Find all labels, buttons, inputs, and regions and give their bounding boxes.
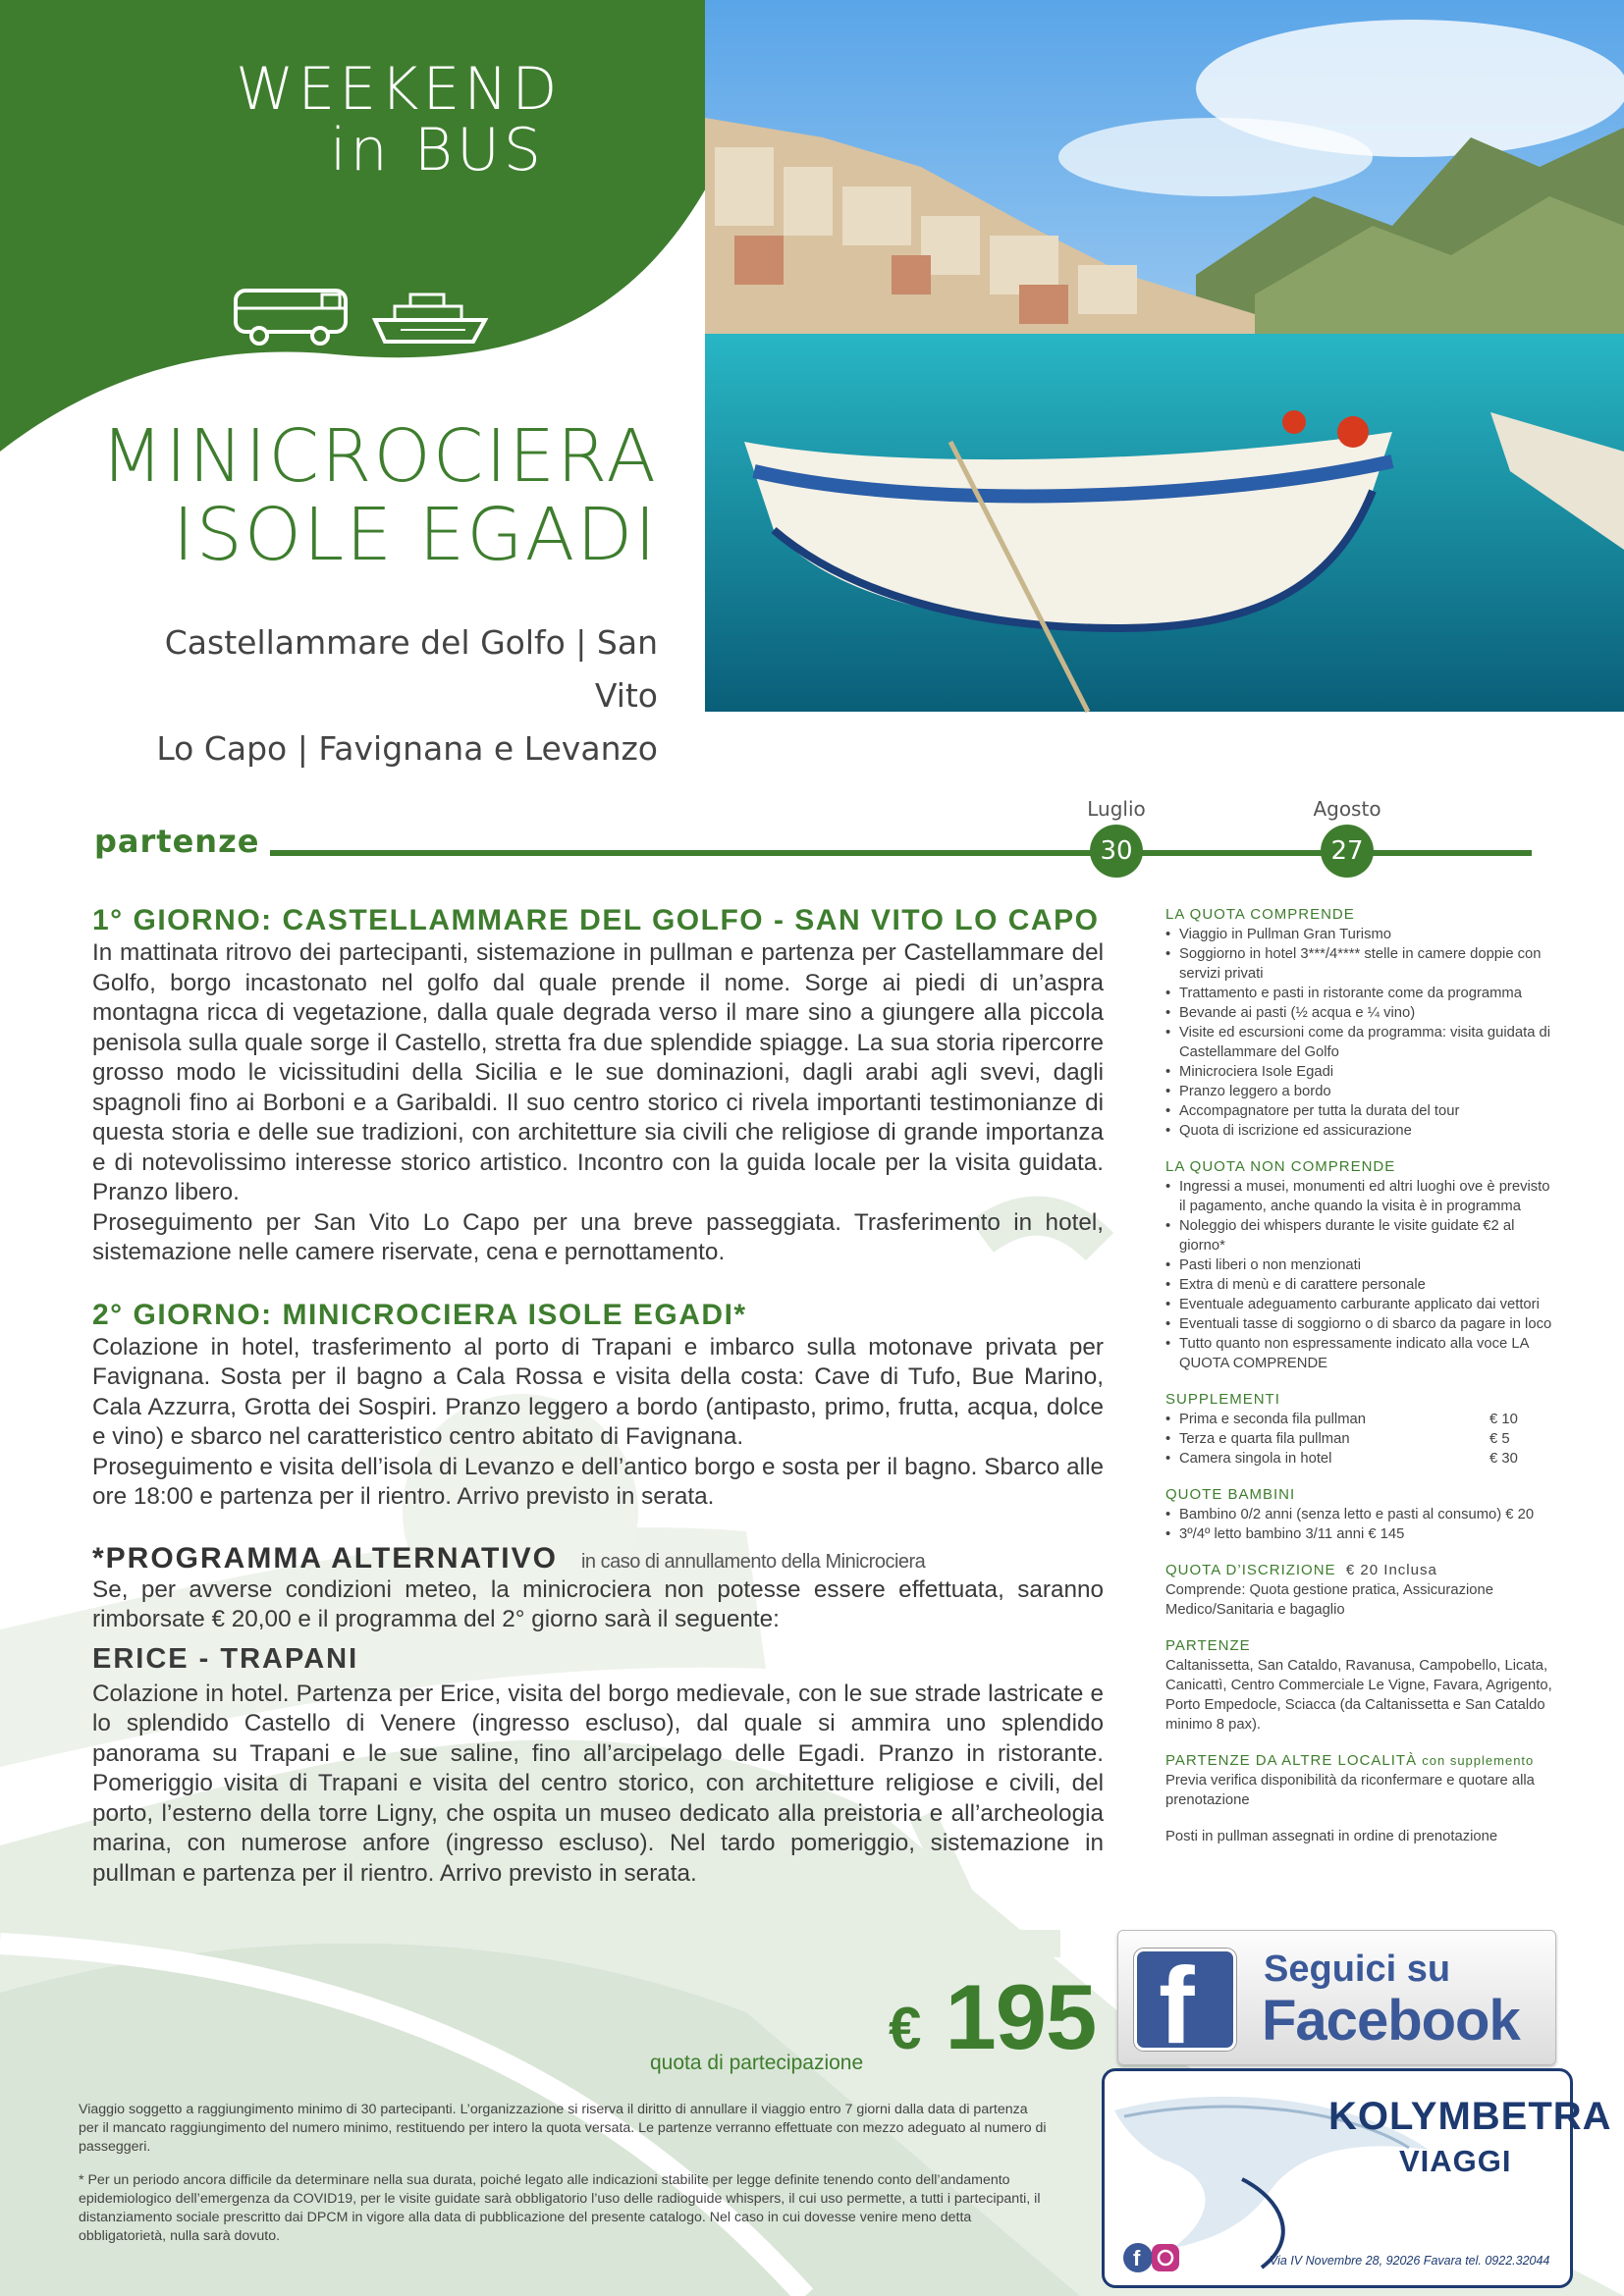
- bambini-list: [1165, 1505, 1558, 1544]
- iscrizione-title: QUOTA D’ISCRIZIONE € 20 Inclusa: [1165, 1562, 1437, 1578]
- list-item: • Extra di menù e di carattere personale: [1165, 1275, 1558, 1295]
- supplementi-list: [1165, 1410, 1558, 1468]
- erice-title: ERICE - TRAPANI: [92, 1642, 359, 1675]
- list-item: • Ingressi a musei, monumenti ed altri luoghi ove è previsto il pagamento, anche quando la visita è in programma: [1165, 1177, 1558, 1216]
- non-comprende-title: LA QUOTA NON COMPRENDE: [1165, 1158, 1396, 1175]
- list-item: • Pranzo leggero a bordo: [1165, 1082, 1558, 1101]
- alternative-program-note: in caso di annullamento della Minicrociera: [580, 1550, 926, 1573]
- harbor-photo: [705, 0, 1624, 712]
- destinations-subtitle: Castellammare del Golfo | San Vito Lo Capo | Favignana e Levanzo: [156, 623, 658, 768]
- list-item: • Tutto quanto non espressamente indicato alla voce LA QUOTA COMPRENDE: [1165, 1334, 1558, 1373]
- comprende-list: [1165, 925, 1558, 1141]
- date-circle-30: 30: [1090, 825, 1143, 878]
- bambini-title: QUOTE BAMBINI: [1165, 1486, 1296, 1503]
- day1-text: In mattinata ritrovo dei partecipanti, sistemazione in pullman e partenza per Castellammare del Golfo, borgo incastonato nel golfo dal quale prende il nome. Sorge ai piedi di un’aspra montagna ricca di vegetazione, dalla quale degrada verso il mare sino a giungere alla piccola penisola sulla quale sorge il Castello, stretta fra due splendide spiagge. La sua storia ripercorre grosso modo le vicissitudini della Sicilia e le sue dominazioni, dagli arabi agli svevi, dagli spagnoli fino ai Borboni e a Garibaldi. Il suo centro storico ci rivela importanti testimonianze di questa storia e delle sue tradizioni, con architetture sia civili che religiose di grande importanza e di notevolissimo interesse storico artistico. Incontro con la guida locale per la visita guidata. Pranzo libero.: [92, 939, 1104, 1205]
- day1-text-2: Proseguimento per San Vito Lo Capo per una breve passeggiata. Trasferimento in hotel, sistemazione nelle camere riservate, cena e pernottamento.: [92, 1208, 1104, 1265]
- non-comprende-list: [1165, 1177, 1558, 1373]
- bus-icon: [232, 287, 352, 347]
- list-item: • Prima e seconda fila pullman € 10: [1165, 1410, 1558, 1429]
- alternative-program-text: Se, per avverse condizioni meteo, la minicrociera non potesse essere effettuata, saranno rimborsate € 20,00 e il programma del 2° giorno sarà il seguente:: [92, 1575, 1104, 1632]
- list-item: • Eventuale adeguamento carburante applicato dai vettori: [1165, 1295, 1558, 1314]
- list-item: • Bambino 0/2 anni (senza letto e pasti al consumo) € 20: [1165, 1505, 1558, 1524]
- month-luglio: Luglio: [1087, 797, 1146, 821]
- partenze-title: PARTENZE: [1165, 1637, 1251, 1654]
- list-item: • Viaggio in Pullman Gran Turismo: [1165, 925, 1558, 944]
- altre-localita-title: PARTENZE DA ALTRE LOCALITÀ con supplemento: [1165, 1752, 1535, 1769]
- list-item: • 3º/4º letto bambino 3/11 anni € 145: [1165, 1524, 1558, 1544]
- agency-address: Via IV Novembre 28, 92026 Favara tel. 0922.32044: [1270, 2254, 1550, 2268]
- day2-title: 2° GIORNO: MINICROCIERA ISOLE EGADI*: [92, 1298, 747, 1331]
- facebook-banner[interactable]: [1117, 1930, 1556, 2065]
- agency-logo-box: [1102, 2068, 1612, 2288]
- list-item: • Minicrociera Isole Egadi: [1165, 1062, 1558, 1082]
- list-item: • Eventuali tasse di soggiorno o di sbarco da pagare in loco: [1165, 1314, 1558, 1334]
- list-item: • Terza e quarta fila pullman € 5: [1165, 1429, 1558, 1449]
- erice-text: Colazione in hotel. Partenza per Erice, visita del borgo medievale, con le sue strade lastricate e lo splendido Castello di Venere (ingresso escluso), dal quale si ammira uno splendido panorama su Trapani e le sue saline, fino all’arcipelago delle Egadi. Pranzo in ristorante. Pomeriggio visita di Trapani e visita del centro storico, con architetture religiose e civili, del porto, l’esterno della torre Ligny, che ospita un museo dedicato alla preistoria e all’archeologia marina, con numerose anfore (ingresso escluso). Nel tardo pomeriggio, sistemazione in pullman e partenza per il rientro. Arrivo previsto in serata.: [92, 1680, 1104, 1887]
- price-label: quota di partecipazione: [650, 2052, 864, 2074]
- social-icons: [1122, 2240, 1181, 2275]
- agency-subtitle: VIAGGI: [1399, 2144, 1512, 2178]
- alternative-program-header: [92, 1542, 1104, 1575]
- info-sidebar: [1165, 905, 1558, 1863]
- date-circle-27: 27: [1321, 825, 1374, 878]
- supplementi-title: SUPPLEMENTI: [1165, 1391, 1280, 1408]
- altre-localita-text: Previa verifica disponibilità da riconfermare e quotare alla prenotazione: [1165, 1773, 1535, 1808]
- facebook-line1: Seguici su: [1264, 1949, 1451, 1990]
- day2-text: Colazione in hotel, trasferimento al porto di Trapani e imbarco sulla motonave privata per Favignana. Sosta per il bagno a Cala Rossa e visita della costa: Cave di Tufo, Bue Marino, Cala Azzurra, Grotta dei Sospiri. Pranzo leggero a bordo (antipasto, primo, frutta, acqua, dolce e vino) e sbarco nel caratteristico centro abitato di Favignana.: [92, 1333, 1104, 1450]
- list-item: • Noleggio dei whispers durante le visite guidate €2 al giorno*: [1165, 1216, 1558, 1255]
- itinerary: [92, 903, 1104, 1889]
- list-item: • Accompagnatore per tutta la durata del tour: [1165, 1101, 1558, 1121]
- partenze-text: Caltanissetta, San Cataldo, Ravanusa, Campobello, Licata, Canicattì, Centro Commerciale Le Vigne, Favara, Agrigento, Porto Empedocle, Sciacca (da Caltanissetta e San Cataldo minimo 8 pax).: [1165, 1658, 1552, 1733]
- list-item: • Pasti liberi o non menzionati: [1165, 1255, 1558, 1275]
- footnote-minimum: Viaggio soggetto a raggiungimento minimo di 30 partecipanti. L’organizzazione si riserva il diritto di annullare il viaggio entro 7 giorni dalla data di partenza per il mancato raggiungimento del numero minimo, restituendo per intero la quota versata. Le partenze verranno effettuate con mezzo adeguato al numero di passeggeri.: [79, 2102, 1047, 2155]
- alternative-program-title: *PROGRAMMA ALTERNATIVO: [92, 1541, 558, 1575]
- iscrizione-text: Comprende: Quota gestione pratica, Assicurazione Medico/Sanitaria e bagaglio: [1165, 1582, 1493, 1618]
- facebook-line2: Facebook: [1262, 1989, 1520, 2053]
- posti-text: Posti in pullman assegnati in ordine di prenotazione: [1165, 1829, 1498, 1844]
- list-item: • Soggiorno in hotel 3***/4**** stelle in camere doppie con servizi privati: [1165, 944, 1558, 984]
- price: € 195: [889, 1965, 1097, 2068]
- facebook-icon: f: [1134, 1949, 1236, 2051]
- day1-title: 1° GIORNO: CASTELLAMMARE DEL GOLFO - SAN VITO LO CAPO: [92, 904, 1100, 936]
- weekend-in-bus-heading: WEEKEND in BUS: [236, 55, 562, 185]
- partenze-label: partenze: [94, 823, 260, 860]
- list-item: • Quota di iscrizione ed assicurazione: [1165, 1121, 1558, 1141]
- comprende-title: LA QUOTA COMPRENDE: [1165, 906, 1355, 923]
- list-item: • Bevande ai pasti (½ acqua e ¼ vino): [1165, 1003, 1558, 1023]
- day2-text-2: Proseguimento e visita dell’isola di Levanzo e dell’antico borgo e sosta per il bagno. Sbarco alle ore 18:00 e partenza per il rientro. Arrivo previsto in serata.: [92, 1453, 1104, 1510]
- svg-text:f: f: [1133, 2246, 1141, 2270]
- footnote-covid: * Per un periodo ancora difficile da determinare nella sua durata, poiché legato alle indicazioni stabilite per legge definite tenendo conto dell’andamento epidemiologico dell’emergenza da COVID19, per le visite guidate sarà obbligatorio l’uso delle radioguide whispers, il cui uso permette, a tutti i partecipanti, il distanziamento sociale prescritto dai DPCM in vigore alla data di pubblicazione del presente catalogo. Nel caso in cui dovesse venire meno detta obbligatorietà, nulla sarà dovuto.: [79, 2172, 1041, 2244]
- month-agosto: Agosto: [1313, 797, 1381, 821]
- list-item: • Visite ed escursioni come da programma: visita guidata di Castellammare del Golfo: [1165, 1023, 1558, 1062]
- ship-icon: [371, 291, 489, 347]
- list-item: • Camera singola in hotel € 30: [1165, 1449, 1558, 1468]
- list-item: • Trattamento e pasti in ristorante come da programma: [1165, 984, 1558, 1003]
- page-title: MINICROCIERA ISOLE EGADI: [100, 414, 658, 577]
- agency-name: KOLYMBETRA: [1328, 2095, 1612, 2138]
